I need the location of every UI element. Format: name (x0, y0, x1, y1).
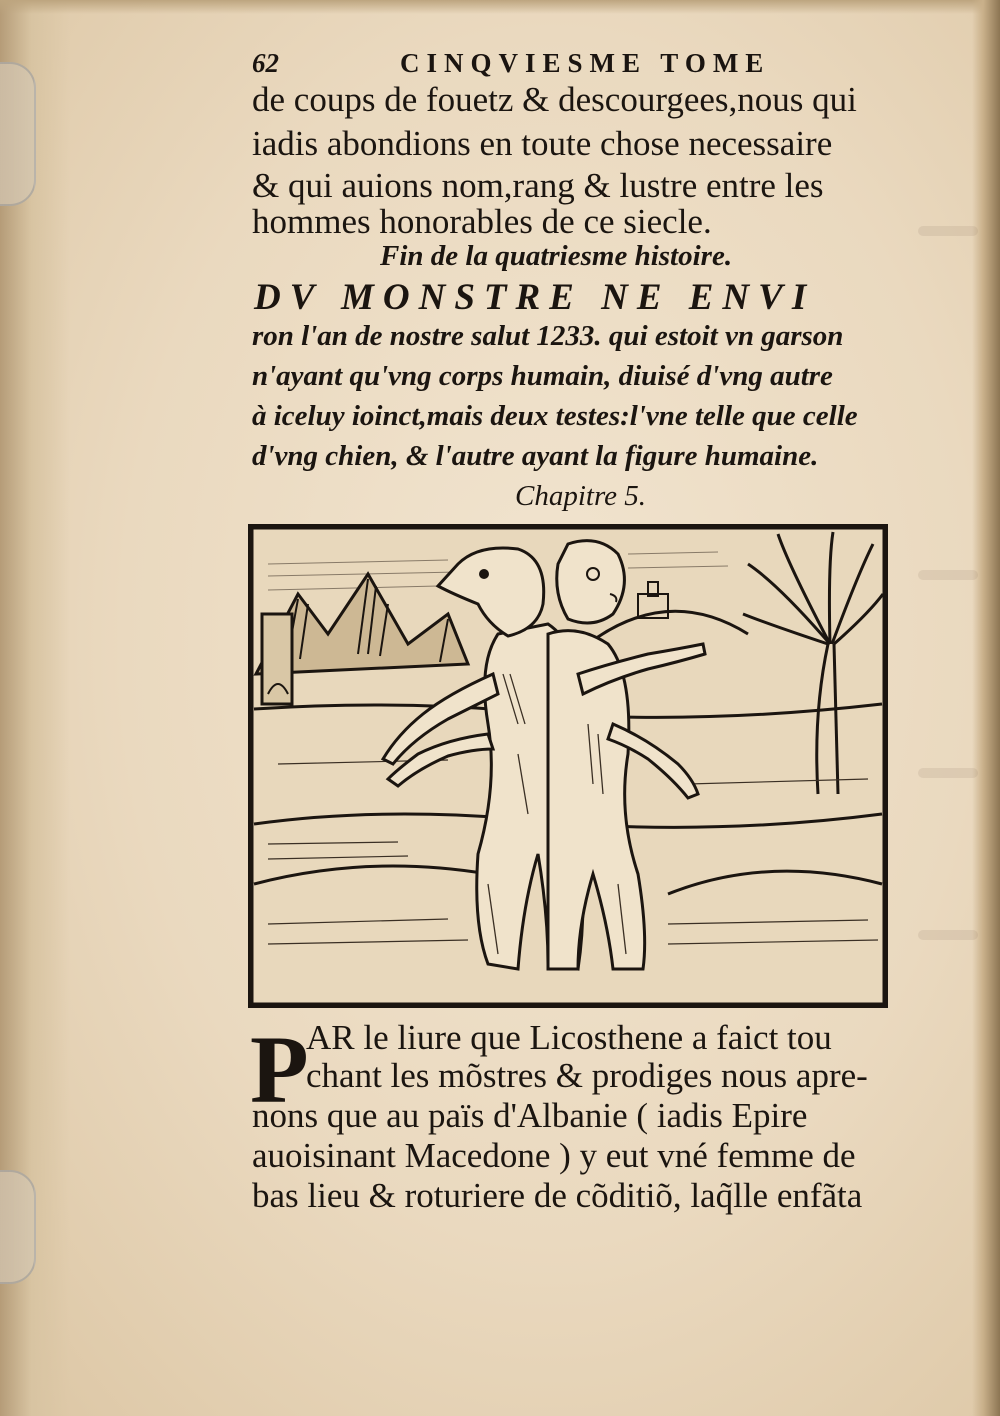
chapter-heading-line: ron l'an de nostre salut 1233. qui estoit vn garson (252, 320, 844, 352)
chapter-heading-caps: DV MONSTRE NE ENVI (254, 277, 816, 318)
show-through-mark (918, 570, 978, 580)
chapter-heading-line: à iceluy ioinct,mais deux testes:l'vne telle que celle (252, 400, 858, 432)
text-line: & qui auions nom,rang & lustre entre les (252, 166, 824, 205)
text-line: hommes honorables de ce siecle. (252, 202, 712, 241)
chapter-heading-line: n'ayant qu'vng corps humain, diuisé d'vng autre (252, 360, 833, 392)
page-edge (972, 0, 1000, 1416)
text-line: iadis abondions en toute chose necessaire (252, 124, 833, 163)
top-edge-shadow (0, 0, 1000, 14)
running-title: CINQVIESME TOME (400, 48, 771, 78)
show-through-mark (918, 930, 978, 940)
page-number: 62 (252, 48, 279, 78)
running-head (252, 48, 842, 84)
body-line: auoisinant Macedone ) y eut vné femme de (252, 1136, 856, 1175)
end-of-story-note: Fin de la quatriesme histoire. (380, 240, 733, 272)
binding-clip-top (0, 62, 36, 206)
text-line: de coups de fouetz & descourgees,nous qui (252, 80, 857, 119)
chapter-label: Chapitre 5. (515, 480, 647, 512)
body-line: AR le liure que Licosthene a faict tou (306, 1018, 832, 1057)
chapter-heading-line: d'vng chien, & l'autre ayant la figure humaine. (252, 440, 819, 472)
show-through-mark (918, 768, 978, 778)
body-line: bas lieu & roturiere de cõditiõ, laq̃lle enfãta (252, 1176, 863, 1215)
body-line: nons que au païs d'Albanie ( iadis Epire (252, 1096, 808, 1135)
woodcut-two-headed-monster-illustration (248, 524, 888, 1008)
binding-clip-bottom (0, 1170, 36, 1284)
show-through-mark (918, 226, 978, 236)
body-line: chant les mõstres & prodiges nous apre- (306, 1056, 868, 1095)
drop-cap: P (250, 1016, 309, 1123)
